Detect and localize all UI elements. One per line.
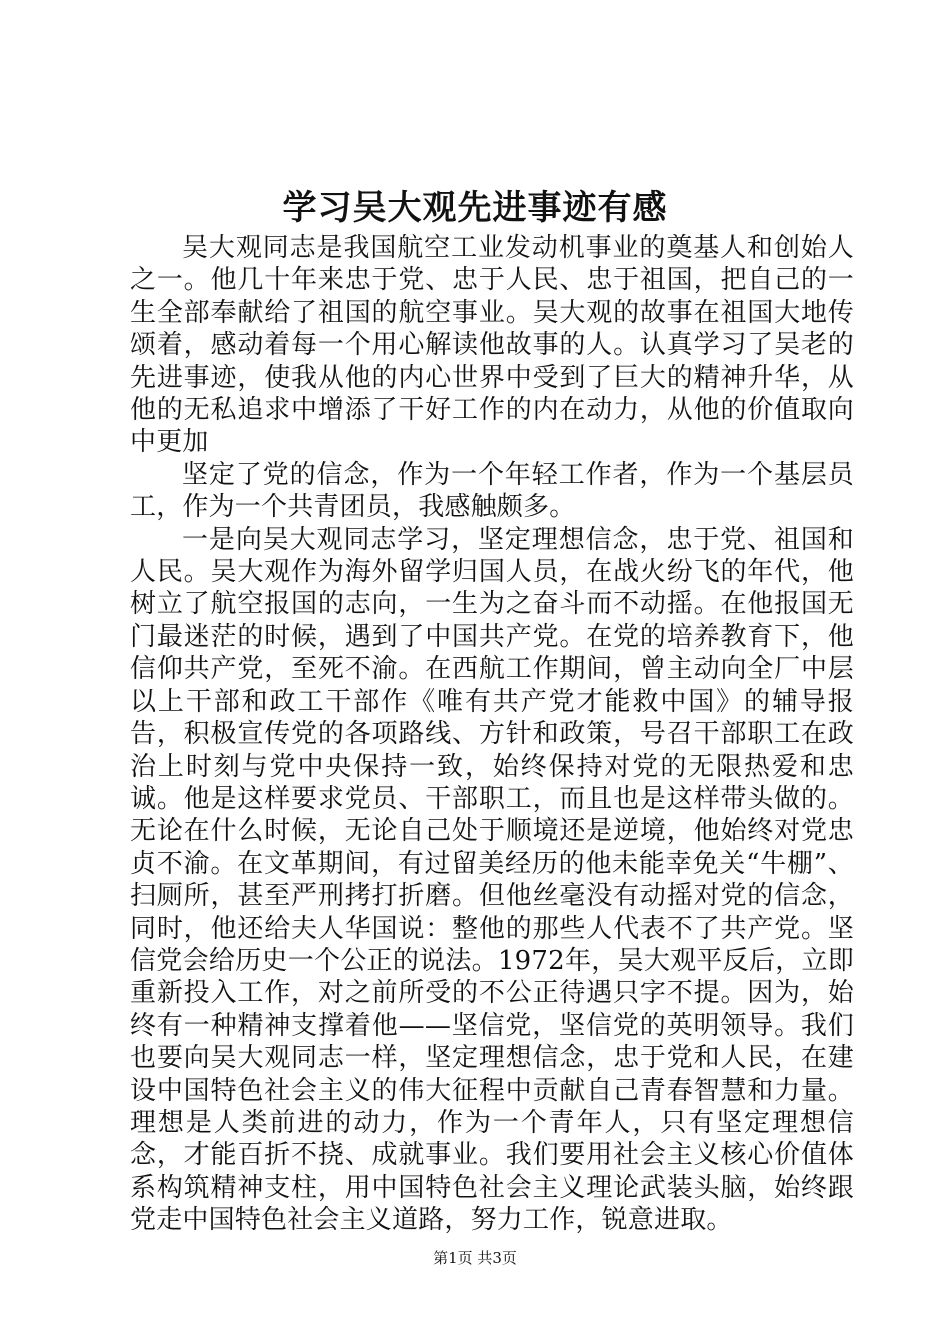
- document-body: [130, 232, 854, 1237]
- page-footer: 第1页 共3页: [433, 1249, 517, 1267]
- paragraph-belief: 坚定了党的信念，作为一个年轻工作者，作为一个基层员工，作为一个共青团员，我感触颇多。: [130, 459, 854, 523]
- document-title: 学习吴大观先进事迹有感: [282, 188, 668, 228]
- paragraph-point-one: 一是向吴大观同志学习，坚定理想信念，忠于党、祖国和人民。吴大观作为海外留学归国人员，在战火纷飞的年代，他树立了航空报国的志向，一生为之奋斗而不动摇。在他报国无门最迷茫的时候，遇到了中国共产党。在党的培养教育下，他信仰共产党，至死不渝。在西航工作期间，曾主动向全厂中层以上干部和政工干部作《唯有共产党才能救中国》的辅导报告，积极宣传党的各项路线、方针和政策，号召干部职工在政治上时刻与党中央保持一致，始终保持对党的无限热爱和忠诚。他是这样要求党员、干部职工，而且也是这样带头做的。无论在什么时候，无论自己处于顺境还是逆境，他始终对党忠贞不渝。在文革期间，有过留美经历的他未能幸免关“牛棚”、扫厕所，甚至严刑拷打折磨。但他丝毫没有动摇对党的信念，同时，他还给夫人华国说：整他的那些人代表不了共产党。坚信党会给历史一个公正的说法。1972年，吴大观平反后，立即重新投入工作，对之前所受的不公正待遇只字不提。因为，始终有一种精神支撑着他——坚信党，坚信党的英明领导。我们也要向吴大观同志一样，坚定理想信念，忠于党和人民，在建设中国特色社会主义的伟大征程中贡献自己青春智慧和力量。理想是人类前进的动力，作为一个青年人，只有坚定理想信念，才能百折不挠、成就事业。我们要用社会主义核心价值体系构筑精神支柱，用中国特色社会主义理论武装头脑，始终跟党走中国特色社会主义道路，努力工作，锐意进取。: [130, 524, 854, 1236]
- paragraph-intro: 吴大观同志是我国航空工业发动机事业的奠基人和创始人之一。他几十年来忠于党、忠于人民、忠于祖国，把自己的一生全部奉献给了祖国的航空事业。吴大观的故事在祖国大地传颂着，感动着每一个用心解读他故事的人。认真学习了吴老的先进事迹，使我从他的内心世界中受到了巨大的精神升华，从他的无私追求中增添了干好工作的内在动力，从他的价值取向中更加: [130, 233, 854, 458]
